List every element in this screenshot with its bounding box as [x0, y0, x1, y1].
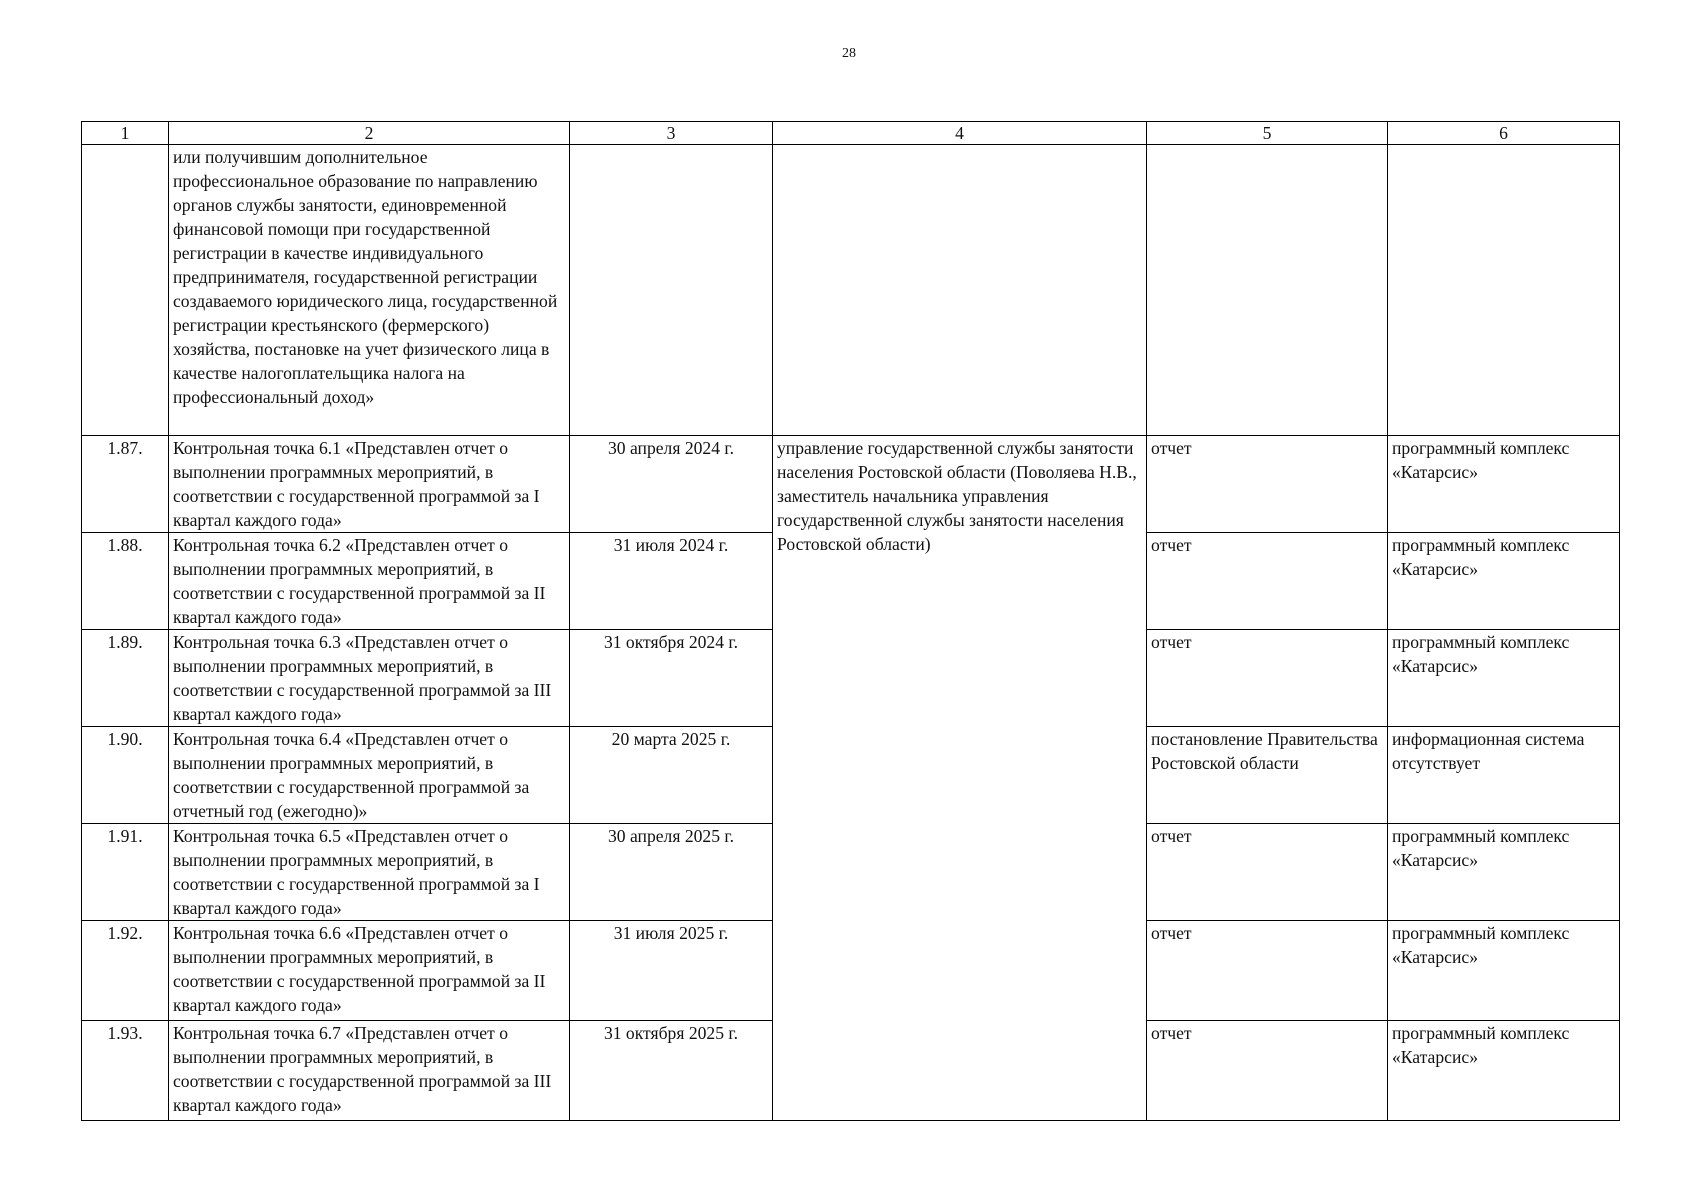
- cell-date: [570, 145, 773, 436]
- cell-date: 30 апреля 2024 г.: [570, 436, 773, 533]
- cell-system: информационная система отсутствует: [1388, 727, 1620, 824]
- cell-text: Контрольная точка 6.1 «Представлен отчет о выполнении программных мероприятий, в соответствии с государственной программой за I квартал каждого года»: [169, 436, 570, 533]
- cell-date: 30 апреля 2025 г.: [570, 824, 773, 921]
- cell-text: Контрольная точка 6.5 «Представлен отчет о выполнении программных мероприятий, в соответствии с государственной программой за I квартал каждого года»: [169, 824, 570, 921]
- page-number: 28: [842, 46, 856, 61]
- cell-doc: [1147, 145, 1388, 436]
- header-cell: 2: [169, 122, 570, 145]
- cell-doc: отчет: [1147, 1021, 1388, 1121]
- table-row: [82, 436, 1620, 533]
- cell-num: 1.89.: [82, 630, 169, 727]
- header-cell: 3: [570, 122, 773, 145]
- cell-system: [1388, 145, 1620, 436]
- header-cell: 5: [1147, 122, 1388, 145]
- cell-responsible: [773, 145, 1147, 436]
- cell-text: Контрольная точка 6.3 «Представлен отчет о выполнении программных мероприятий, в соответствии с государственной программой за III квартал каждого года»: [169, 630, 570, 727]
- cell-text: Контрольная точка 6.6 «Представлен отчет о выполнении программных мероприятий, в соответствии с государственной программой за II квартал каждого года»: [169, 921, 570, 1021]
- header-cell: 1: [82, 122, 169, 145]
- cell-system: программный комплекс «Катарсис»: [1388, 436, 1620, 533]
- cell-num: 1.87.: [82, 436, 169, 533]
- cell-system: программный комплекс «Катарсис»: [1388, 921, 1620, 1021]
- header-cell: 4: [773, 122, 1147, 145]
- cell-doc: постановление Правительства Ростовской области: [1147, 727, 1388, 824]
- cell-doc: отчет: [1147, 436, 1388, 533]
- cell-num: 1.90.: [82, 727, 169, 824]
- cell-text: Контрольная точка 6.7 «Представлен отчет о выполнении программных мероприятий, в соответствии с государственной программой за III квартал каждого года»: [169, 1021, 570, 1121]
- cell-num: 1.88.: [82, 533, 169, 630]
- cell-num: 1.91.: [82, 824, 169, 921]
- cell-date: 31 октября 2024 г.: [570, 630, 773, 727]
- cell-system: программный комплекс «Катарсис»: [1388, 533, 1620, 630]
- table-row-continued: [82, 145, 1620, 436]
- cell-responsible: управление государственной службы занятости населения Ростовской области (Поволяева Н.В., заместитель начальника управления государственной службы занятости населения Ростовской области): [773, 436, 1147, 1121]
- cell-doc: отчет: [1147, 921, 1388, 1021]
- cell-system: программный комплекс «Катарсис»: [1388, 630, 1620, 727]
- cell-text: Контрольная точка 6.4 «Представлен отчет о выполнении программных мероприятий, в соответствии с государственной программой за отчетный год (ежегодно)»: [169, 727, 570, 824]
- cell-text: Контрольная точка 6.2 «Представлен отчет о выполнении программных мероприятий, в соответствии с государственной программой за II квартал каждого года»: [169, 533, 570, 630]
- cell-date: 31 июля 2025 г.: [570, 921, 773, 1021]
- cell-num: [82, 145, 169, 436]
- cell-continuation-text: или получившим дополнительное профессиональное образование по направлению органов службы занятости, единовременной финансовой помощи при государственной регистрации в качестве индивидуального предпринимателя, государственной регистрации создаваемого юридического лица, государственной регистрации крестьянского (фермерского) хозяйства, постановке на учет физического лица в качестве налогоплательщика налога на профессиональный доход»: [169, 145, 570, 436]
- cell-date: 31 июля 2024 г.: [570, 533, 773, 630]
- cell-num: 1.93.: [82, 1021, 169, 1121]
- cell-system: программный комплекс «Катарсис»: [1388, 824, 1620, 921]
- cell-num: 1.92.: [82, 921, 169, 1021]
- cell-system: программный комплекс «Катарсис»: [1388, 1021, 1620, 1121]
- cell-doc: отчет: [1147, 630, 1388, 727]
- cell-doc: отчет: [1147, 824, 1388, 921]
- cell-date: 31 октября 2025 г.: [570, 1021, 773, 1121]
- cell-doc: отчет: [1147, 533, 1388, 630]
- header-cell: 6: [1388, 122, 1620, 145]
- header-row: [82, 122, 1620, 145]
- cell-date: 20 марта 2025 г.: [570, 727, 773, 824]
- control-points-table: [81, 121, 1620, 1121]
